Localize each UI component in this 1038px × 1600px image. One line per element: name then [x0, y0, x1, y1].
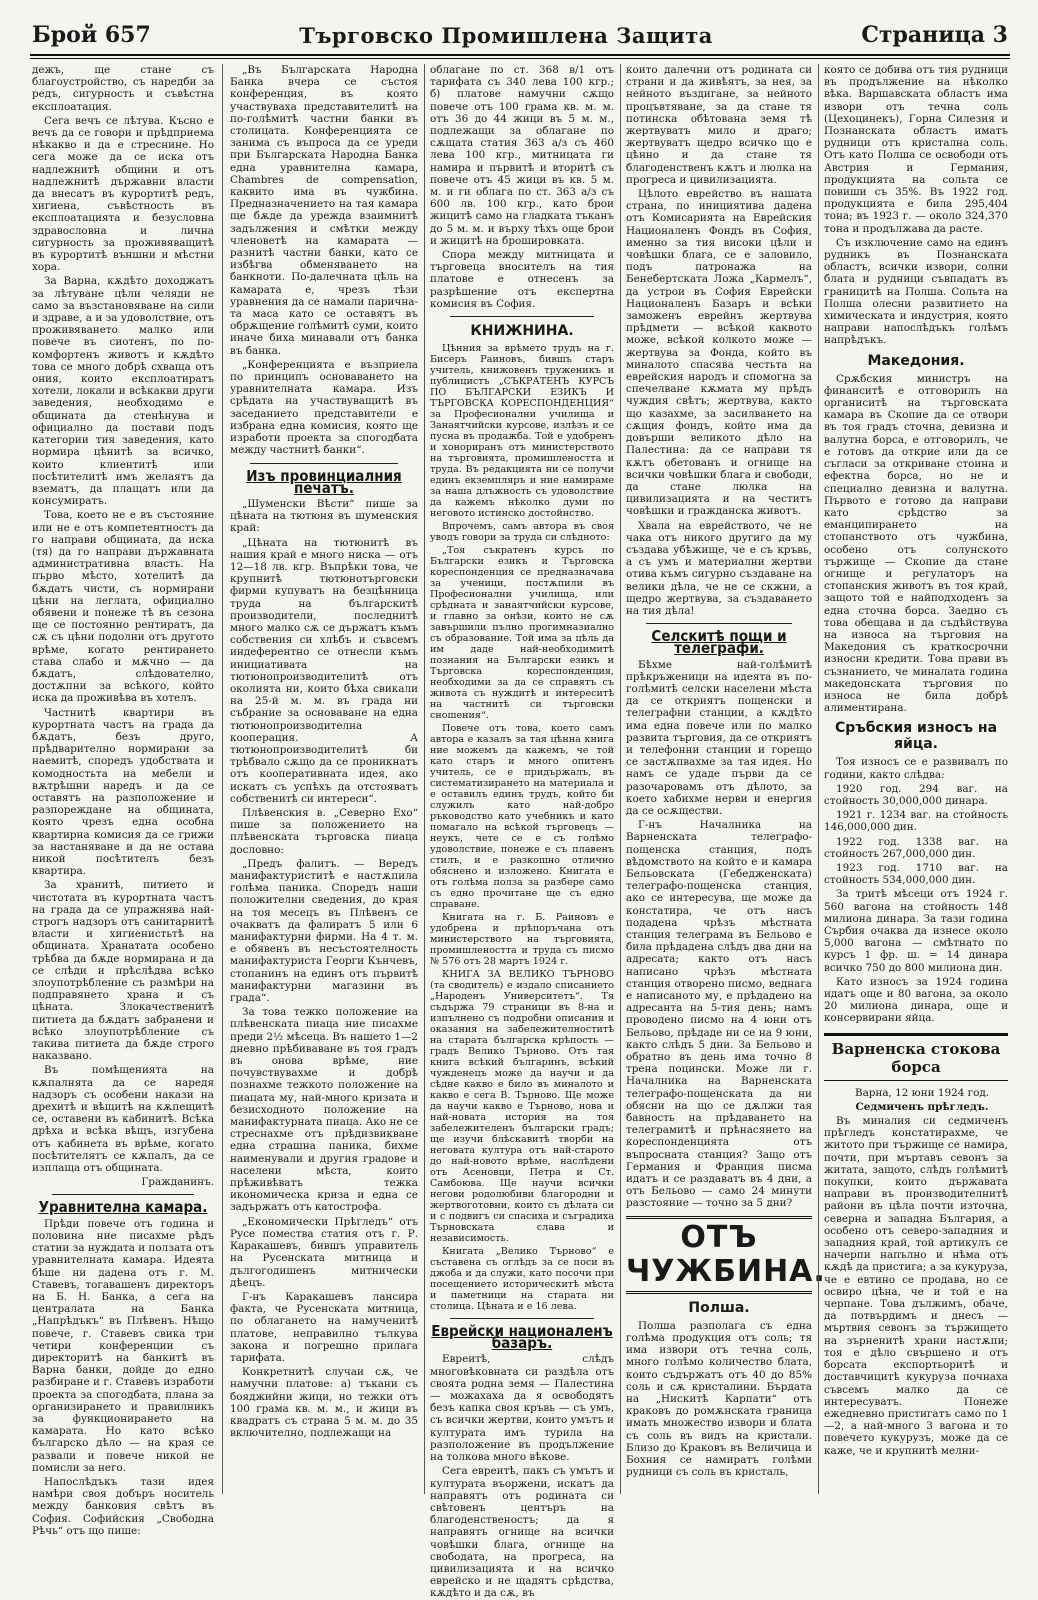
- section-divider: [450, 316, 594, 317]
- paragraph: Г-нъ Началника на Варненската телеграфо-пощенска станция, подъ вѣдомството на който е и камара Бельовската (Гебедженската) телеграфо-пощенска станция, ако се интересува, ще може да констатира, че отъ насъ подадена чрѣзъ мѣстната станция телеграма въ Бельово е била прѣдадена слѣдъ два дни на адресата; както отъ насъ написано чрѣзъ мѣстната станция отворено писмо, веднага е написаното му, е прѣдадено на адресанта на 5-тия день; намъ проводено писмо на 4 юни отъ Бельово, прѣдаде ни се на 9 юни, както слѣдъ 5 дни. За Бельово и обратно въ день има точно 8 трена поцински. Може ли г. Началника на Варненската телеграфо-пощенската да ни обясни на що се дѫлжи тая бавность на прѣдаването на телеграмитѣ и прѣнасянето на кореспонденцията отъ въпросната станция? Защо отъ Германия и Франция писма идатъ и се раздаватъ въ 4 дни, а отъ Бельово — само 24 минути разстояние — точно за 5 дни?: [626, 819, 812, 1210]
- header-rule-thin: [30, 58, 1010, 59]
- paragraph: Полша разполага съ една голѣма продукция отъ соль; тя има извори отъ течна соль, много голѣмо количество блата, които съдържатъ отъ 40 до 85% соль и сѫ кристалини. Бърдата на „Нискитѣ Карпати“ отъ краковъ до ромѫнската граница имать множество извори и блата съ соль въ видъ на кристали. Близо до Краковъ въ Величица и Бохния се намиратъ голѣми рудници съ соль въ кристаль,: [626, 1319, 812, 1479]
- paragraph: Напослѣдъкъ тази идея намѣри своя добъръ носитель между банковия свѣтъ въ София. Софийския „Свободна Рѣчь“ отъ що пише:: [32, 1475, 214, 1537]
- paragraph: 1922 год. 1338 ваг. на стойность 267,000,000 дин.: [824, 835, 1008, 860]
- paragraph: „Конференцията е възприела по принципъ основаването на уравнителната камара. Изъ срѣдата на участвуващитѣ въ заседанието представители е избрана една комисия, която ще изработи проекта за спогодбата между частнитѣ банки“.: [230, 358, 418, 457]
- section-heading-books: КНИЖНИНА.: [470, 323, 574, 340]
- paragraph: Въ помѣщенията на кѫпалнята да се наредя надзоръ съ особени накази на дрехитѣ и вѣщитѣ на кѫпещитѣ се, оставени въ кабинитѣ. Всѣка дрѣха и всѣка вѣщъ, изгубена отъ кабинета въ врѣме, когато посѣтителятъ се кѫпалъ, да се изплаща отъ общината.: [32, 1064, 214, 1175]
- paragraph: Частнитѣ квартири въ курортната частъ на града да бѫдатъ, безъ друго, прѣдварително нормирани за наемитѣ, споредъ удобствата и комодностьта на мебели и вѫтрѣшни наредъ и да се оставятъ на разположение и разпореждане на общината, която чрезъ една особна квартирна комисия да се грижи за настаняване и да не остава никой посѣтителъ безъ квартира.: [32, 706, 214, 878]
- column-divider: [222, 64, 223, 1494]
- subheading-serbian-eggs: Сръбския износъ на яйца.: [834, 720, 998, 753]
- paragraph: която се добива отъ тия рудници въ продължение на нѣколко вѣка. Варшавската областъ има извори отъ течна соль (Цехоцинекъ), Горна Силезия и Познанската областъ иматъ рудници отъ кристална соль. Отъ като Полша се освободи отъ Австрия и Германия, продукцията на сольта се повиши съ 35%. Въ 1922 год. продукцията е била 295,404 тона; въ 1923 г. — около 324,370 тона и продължава да расте.: [824, 64, 1008, 235]
- paragraph: Прѣди повече отъ година и половина ние писахме рѣдъ статии за нуждата и ползата отъ уравнителната камара. Идеята бѣше ни дадена отъ г. М. Ставевъ, тогавашенъ директоръ на Б. Н. Банка, а сега на централата на Банка „Напрѣдъкъ“ въ Плѣвенъ. Нѣщо повече, г. Ставевъ свика три четири конференции съ директоритѣ на банкитѣ въ Варна банки, дойде до едно разбиране и г. Ставевъ изработи проекта за спогодбата, плана за организирането и правилникъ за функционирането на камарата. Но като всѣко българско дѣло — на края се развали и повече никой не помисли за него.: [32, 1217, 214, 1474]
- column-divider: [424, 64, 425, 1494]
- paragraph: Сега евреитѣ, пакъ съ умътъ и културата въоржени, искатъ да направятъ отъ родината си свѣтовенъ центъръ на благоденственостъ; да я направятъ огнище на всички човѣшки блага, огнище на свободата, на прогреса, на цивилизацията и на всичко еврейско и не щадятъ срѣдства, кѫдѣто и да сѫ, въ: [430, 1465, 614, 1600]
- paragraph: За хранитѣ, питието и чистотата въ курортната частъ на града да се упражнява най-строгъ надзоръ отъ санитарнитѣ власти и хигиенистьтѣ на общината. Хранатата особено трѣбва да бѫде нормирана и да се слѣди и прѣслѣдва всѣко злоупотрѣбление съ размѣри на подправянето храна и съ цѣната. Злокачественитѣ питиета да бѫдатъ забранени и всѣко злоупотрѣбление съ такива питиета да бѫде строго наказвано.: [32, 879, 214, 1063]
- paragraph: Повече отъ това, което самъ автора е казалъ за тая цѣнна книга ние можемъ да кажемъ, че той като старъ и много опитенъ учитель, се е придържалъ, въ систематизирането на материала и е оставилъ единъ трудъ, който би служилъ като най-добро ръководство като учебникъ и като помагало на всѣкой търговецъ — неукъ, чете се е съ голѣмо удоволствие, понеже е съ плавенъ стилъ, и е разкошно отлично обяснено и изложено. Книгата е отъ голѣма полза за разбере само съ едно прочитане ще съ едно справане.: [430, 723, 614, 911]
- paragraph: Г-нъ Каракашевъ лансира факта, че Русенската митница, по облагането на намученитѣ платове, неправилно тълкува закона и погрешно прилага тарифата.: [230, 1290, 418, 1364]
- paragraph: 1923 год. 1710 ваг. на стойность 534,000,000 дин.: [824, 861, 1008, 887]
- paragraph: Цѣнния за врѣмето трудъ на г. Бисеръ Раиновъ, бившъ старъ учитель, книжовенъ труженикъ и публицистъ „СЪКРАТЕНЪ КУРСЪ ПО БЪЛГАРСКИ ЕЗИКЪ И ТЪРГОВСКА КОРЕСПОНДЕНЦИЯ“ за Професионални училища и Занаятчийски курсове, излѣзъ и се пусна въ продажба. Той е удобренъ и хонориранъ отъ министерството на търговията, промишлеността и труда. Въ редакцията ни се получи единъ екземпляръ и ние намираме за наша длъжность съ удоволствие да кажемъ нѣколко думи по неговото истинско достойнство.: [430, 343, 614, 520]
- column-4: [626, 64, 826, 1494]
- dateline: Варна, 12 юни 1924 год.: [854, 1086, 990, 1099]
- subheading-poland: Полша.: [688, 1299, 750, 1316]
- paragraph: Като износъ за 1924 година идатъ още и 80 вагона, за около 20 милиона динара, още и консервирани яйца.: [824, 975, 1008, 1025]
- paragraph: Конкретнитѣ случаи сѫ, че намучни платове: а) тъкани съ бояджийни жици, но тежки отъ 100 грама кв. м. м., и жици въ квадратъ съ страна 5 м. м. до 35 включително, подлежащи на: [230, 1366, 418, 1440]
- section-heading-from-abroad: ОТЪ ЧУЖБИНА.: [626, 1216, 812, 1294]
- paragraph: които далечни отъ родината си страни и да живѣятъ, за нея, за нейното въздигане, за нейното процъвтяване, за да стане тя потинска обѣтована земя тѣ жертвуватъ мило и драго; жертвуватъ щедро всичко що е цѣнно и да стане тя благоденственъ кѫтъ и люлка на прогреса и цивилизацията.: [626, 64, 812, 186]
- paragraph: „Економически Прѣгледъ“ отъ Русе помества статия отъ г. Р. Каракашевъ, бившъ управитель на Русенската митница и дългогодишенъ митнически дѣецъ.: [230, 1215, 418, 1289]
- column-3: [430, 64, 614, 1600]
- paragraph: За Варна, кѫдѣто доходжатъ за лѣтуване цѣли челяди не само за възстановяване на сили и здраве, а и за удоволствие, отъ проживяването малко или повече въ сиотенъ, по по-комфортенъ животъ и кѫдѣто това се много добрѣ схваща отъ ония, които експлоатиратъ хотели, локали и всѣкакви други заведения, необходимо е общината да стенѣнува и официално да постави подъ категории тия заведения, като нормира цѣнитѣ за всичко, които клиентитѣ или посѣтителитѣ имъ желаятъ да взематъ, да плащатъ или да консумиратъ.: [32, 275, 214, 508]
- paragraph: Цѣлото еврейство въ нашата страна, по инициятива дадена отъ Комисарията на Еврейския Националенъ Фондъ въ София, именно за тия високи цѣли и човѣшки блага, се е заловило, подъ патронажа на Бенебертската Ложа „Кармелъ“, да устрои въ София Еврейски Националенъ Базаръ и всѣки заможенъ еврейнъ жертвува прѣдмети — всѣкой каквото може, всѣкой колкото може — жертвува за Фонда, който въ миналото спасява честьта на еврейския народъ и спомогна за спечелване кѫмата му прѣдъ чуждия свѣтъ; жертвува, както що казахме, за засилването на сѫщия фондъ, който има да довърши великото дѣло на Палестина: да се направи тя кѫтъ обетованъ и огнище на всички човѣшки блага и свободи, да стане люлка на цивилизацията и на честитъ човѣшки и гражданска животъ.: [626, 188, 812, 518]
- paragraph: КНИГА ЗА ВЕЛИКО ТЪРНОВО (та сводитель) е издало списанието „Народенъ Университетъ“. Тя съдържа 79 страници въ 8-на и изпълнено съ подробни описания и оказания на забележителноститѣ на старата българска крѣпость — градъ Велико Търново. Отъ тая книга всѣкий българинъ, всѣкий чужденецъ може да научи и да сѣдне какво е било въ миналото и какво е сега В. Търново. Ще може да научи какво е Търново, нова и най-новата история на тоя забележителенъ български градъ; ще изучи блѣскавитѣ творби на неговата култура отъ най-старото до най-новото врѣме, наслѣдени отъ Асеновци, Петра и Ст. Самбоюва. Ще научи всички негови родолюбиви благородни и жертвоготовни, които съ дѣлата си и с подвигъ си спасиха и съградиха Търновската слава и независимость.: [430, 969, 614, 1245]
- paragraph: Бѣхме най-голѣмитѣ прѣкръженици на идеята въ по-голѣмитѣ селски населени мѣста да се откриятъ пощенски и телеграфни станции, а кѫдѣто има една повече или по малко развита търговия, да се откриятъ и телефонни станции и горещо се застѫпвахме за тая идея. Но намъ се удаде първи да се разочаровамъ отъ дѣлото, за което хабихме нерви и енергия да се осѫществи.: [626, 658, 812, 817]
- paragraph: дежъ, ще стане съ благоустройство, съ наредби за редъ, сигурность и съвѣстна експлоатация.: [32, 64, 214, 113]
- paragraph: облагане по ст. 368 в/1 отъ тарифата съ 340 лева 100 кгр.; б) платове намучни сѫщо повече отъ 100 грама кв. м. м. отъ 36 до 44 жици въ 5 м. м., подлежащи за облагане по сѫщата статия 363 а/з съ 460 лева 100 кгр., митницата ги намира и първитѣ и вторитѣ съ повече отъ 45 жици въ кв. 5 м. м. и ги облага по ст. 363 а/з съ 600 лв. 100 кгр., като брои жицитѣ само на гладката тъканъ до 5 м. м. и върху тѣхъ още брои и жицитѣ на брошировката.: [430, 64, 614, 247]
- section-divider: [646, 623, 792, 624]
- column-1: [32, 64, 214, 1537]
- paragraph: Евреитѣ, слѣдъ многовѣковната си раздѣла отъ своята родна земя — Палестина — можахаха да я освободятъ безъ капка своя кръвь — съ умъ, съ всички жертви, които умътъ и културата имъ турила на разположение въ продължение на толкова много вѣкове.: [430, 1353, 614, 1464]
- newspaper-title: Търговско Промишлена Защита: [299, 23, 713, 48]
- paragraph: Това, което не е въ състояние или не е отъ компетентностъ да го направи общината, да иска (тя) да го направи държавната административна власть. На първо мѣсто, хотелитѣ да бѫдатъ чисти, съ нормирани цѣни на леглата, официално обявени и понеже тѣ въ сезона ще се постоянно рентиратъ, да сѫ съ цѣни подолни отъ другото врѣме, когато рентирането става слабо и мѫчно — да бѫдатъ, слѣдователно, достѫпни за всѣкого, който иска да проживѣва въ хотелъ.: [32, 509, 214, 705]
- signature: Гражданинъ.: [141, 1176, 214, 1189]
- section-heading-provincial-press: Изъ провинциалния печатъ.: [246, 466, 402, 497]
- column-divider: [620, 64, 621, 1494]
- issue-number: Брой 657: [32, 22, 151, 48]
- section-divider: [52, 1194, 194, 1195]
- paragraph: „Предъ фалитъ. — Вередъ манифактуриститѣ е настѫпила голѣма паника. Споредъ наши положителни сведения, до края на тоя месецъ въ Плѣвенъ се очакватъ да фалиратъ 5 или 6 манифактурни фирми. На 4 т. м. е обявенъ въ несъстоятелность манифактуриста Георги Кънчевъ, стопанинъ на единъ отъ първитѣ манифактурни магазини въ града“.: [230, 857, 418, 1005]
- section-heading-jewish-bazaar: Еврейски националенъ базаръ.: [431, 1322, 613, 1353]
- paragraph: Книгата на г. Б. Раиновъ е удобрена и прѣпоръчана отъ министерството на търговията, промишлеността и труда съ писмо № 576 отъ 28 мартъ 1924 г.: [430, 912, 614, 968]
- paragraph: Хвала на еврейството, че не чака отъ никого другиго да му създава убѣжище, че е съ кръвь, а съ умъ и материални жертви отива къмъ сигурно създаване на велики дѣла, че не се скжни, а щедро жертвува, за създаването на тия дѣла!: [626, 519, 812, 617]
- paragraph: Плѣвенския в. „Северно Ехо“ пише за положението на плѣвенската търговска пиаца дословно:: [230, 806, 418, 856]
- paragraph: Съ изключение само на единъ рудникъ въ Познанската областъ, всички извори, солни блата и рудници съвпадатъ въ границитѣ на Полша. Сольта на Полша олесни развитието на химическата и индустрия, която направи напослѣдъкъ голѣмъ напрѣдъкъ.: [824, 236, 1008, 347]
- paragraph: „Въ Българската Народна Банка вчера се състоя конференция, въ която участвуваха представителитѣ на по-голѣмитѣ частни банки въ столицата. Конференцията се занима съ въпроса да се уреди при Българската Народна Банка една уравнителна камара, Chambres de compensation, каквито има въ чужбина. Предназначението на тая камара ще бѫде да урежда взаимнитѣ задължения и смѣтки между членоветѣ на камарата — разнитѣ частни банки, като се избѣгва обменяването на банкноти. По-далечната цѣль на камарата е, чрезъ тѣзи уравнения да се намали паричната маса като се оставятъ въ обрѫщение голѣмитѣ суми, които иначе биха минавали отъ банка въ банка.: [230, 64, 418, 357]
- paragraph: Тоя износъ се е развивалъ по години, както слѣдва:: [824, 756, 1008, 781]
- paragraph: „Тоя съкратенъ курсъ по Български езикъ и Търговска кореспонденция се предназначава за ученици, постѫпили въ Професионални училища, или срѣдната и занаятчийски курсове, и главно за онѣзи, които не сѫ завършили пълно прогимназиално съ образование. Той има за цѣль да им даде най-необходимитѣ познания на Български езикъ и Търговска кореспонденция, необходими за да се справятъ съ живота съ нуждитѣ и интереситѣ на частнитѣ си търговски сношения“.: [430, 545, 614, 722]
- paragraph: „Цѣната на тютюнитѣ въ нашия край е много ниска — отъ 12—18 лв. кгр. Въпрѣки това, че крупнитѣ тютюнотърговски фирми купуватъ на безцѣнница труда на българскитѣ производители, последнитѣ много малко сѫ се държатъ къмъ собствения си хлѣбъ и съвсемъ индеферентно се отнесли къмъ инициативата на тютюнопроизводителитѣ отъ околията ни, които бѣха свикали на 25-й м. м. въ града ни събрание за основаване на една тютюнопроизводителна кооперация. А тютюнопроизводителитѣ би трѣбвало сѫщо да се проникнатъ отъ кооперативната идея, ако искатъ съ успѣхъ да отстояватъ собственитѣ си интереси“.: [230, 536, 418, 805]
- column-divider: [818, 64, 819, 1494]
- section-heading-varna-exchange: Варненска стокова борса: [824, 1033, 1008, 1081]
- section-heading-clearing-house: Уравнителна камара.: [38, 1198, 208, 1217]
- paragraph: Сега вечъ се лѣтува. Късно е вечъ да се говори и прѣдприема нѣкакво и да е стреснине. Но сега може да се иска отъ надлежнитѣ общини и отъ надлежнитѣ държавни власти да внесатъ въ курортитѣ редъ, хигиена, съвѣстность въ експлоатацията и безусловна здравословна и лична сигурность за проживяващитѣ въ курортитѣ външни и мѣстни хора.: [32, 114, 214, 274]
- paragraph: „Шуменски Вѣсти“ пише за цѣната на тютюня въ шуменския край:: [230, 497, 418, 535]
- section-heading-rural-posts: Селскитѣ пощи и телеграфи.: [651, 627, 787, 658]
- column-5: [824, 64, 1008, 1494]
- paragraph: Въ миналия си седмиченъ прѣгледъ констатирахме, че житото при тържище се намира, почти, при мъртавъ севонъ за житата, защото, слѣдъ голѣмитѣ покупки, които държавата направи въ производителнитѣ райони въ цѣла почти източна, северна и западна България, а особено отъ северо-западния и западния край, той артикулъ се начерпи напълно и нѣма отъ кѫдѣ да пристига; а за кукуруза, че е евтино се продава, но се освиро цѣна, че и той е на черпане. Това дължимъ, обаче, да потвърдимъ и днесъ — мъртвия севонъ за тържището на зърненитѣ храни настѫпи; тоя е дѣло свършено и отъ борсата експортьоритѣ и доставчицитѣ кукуруза почнаха съвсемъ малко да се интересуватъ. Понеже ежедневно пристигатъ само по 1—2, а най-много 3 вагона и то повечето кукурузъ, може да се каже, че и крупнитѣ мелни-: [824, 1115, 1008, 1457]
- paragraph: За тритѣ мѣсеци отъ 1924 г. 560 вагона на стойность 148 милиона динара. За тази година Сърбия очаква да изнесе около 5,000 вагона — смѣтнато по курсъ 1 фр. ш. = 14 динара всичко 750 до 800 милиона дин.: [824, 888, 1008, 974]
- paragraph: 1921 г. 1234 ваг. на стойность 146,000,000 дин.: [824, 809, 1008, 834]
- paragraph: Срѫбския министръ на финанситѣ е отговорилъ на органиситѣ на търговската камара въ Скопие да се отвори въ тоя градъ сточна, девизна и валутна борса, е отговорилъ, че е готовъ да открие или да се съгласи за откриване стоина и ефектна борса, но не и специално девизна и валутна. Първото е готово да направи като срѣдство за еманципирането на стопанството отъ чужбина, особено отъ солунското тържище — Скопие да стане огнище и регулаторъ на стопанския животъ въ тоя край, защото той е найподходенъ за една сточна борса. Заедно съ това обещава и да съдѣйствува на износа на търговия на Македония съ краткосрочни износни кредити. Това прави въ съзнанието, че миналата година македонската търговия по износа не била добрѣ алиментирана.: [824, 372, 1008, 715]
- subheading-weekly-review: Седмиченъ прѣгледъ.: [855, 1100, 989, 1113]
- masthead: [32, 18, 1008, 48]
- paragraph: 1920 год. 294 ваг. на стойность 30,000,000 динара.: [824, 782, 1008, 807]
- section-divider: [250, 463, 398, 464]
- page-number: Страница 3: [861, 22, 1008, 48]
- section-divider: [450, 1318, 594, 1319]
- header-rule: [30, 54, 1010, 56]
- paragraph: За това тежко положение на плѣвенската пиаца ние писахме преди 2½ мѣсеца. Въ нашето 1—2 дневно прѣбиваване въ тоя градъ въ онова врѣме, ние почувствувахме и добрѣ познахме тежкото положение на пиацата му, най-много кризата и безисходното положение на манифактурната пиаца. Ако не се стреснахме отъ прѣдизвикване една страшна паника, бихме наименували и другия градове и населени мѣста, които прѣживѣватъ тежка икономическа криза и една се задържатъ отъ катострофа.: [230, 1006, 418, 1214]
- subheading-macedonia: Македония.: [867, 352, 965, 369]
- paragraph: Спора между митницата и търговеца вносителъ на тия платове е отнесенъ за разрѣшение отъ експертна комисия въ София.: [430, 249, 614, 310]
- paragraph: Впрочемъ, самъ автора въ своя уводъ говори за труда си слѣдното:: [430, 521, 614, 544]
- paragraph: Книгата „Велико Търново“ е съставена съ оглѣдъ за се поси въ джоба и да служи, като посочи при посещението историческитѣ мѣста и паметници на старата ни столица. Цѣната и е 16 лева.: [430, 1246, 614, 1313]
- column-2: [230, 64, 418, 1494]
